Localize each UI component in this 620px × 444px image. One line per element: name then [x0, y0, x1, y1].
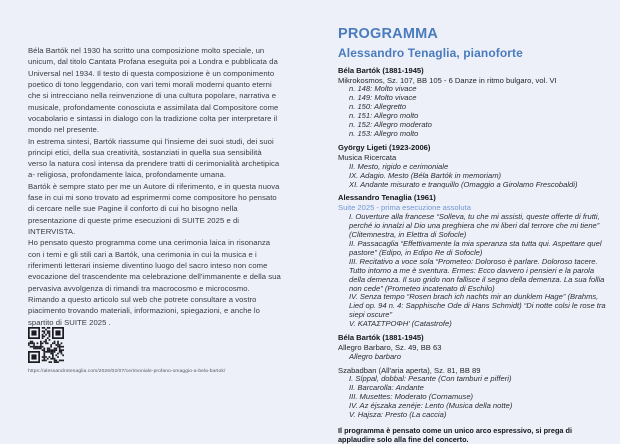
work	[338, 366, 608, 420]
work-title: Suite 2025 - prima esecuzione assoluta	[338, 203, 471, 213]
article-url-link[interactable]: https://alessandrotenaglia.com/2026/02/07/cerimoniale-profano-omaggio-a-bela-bartok/	[28, 369, 226, 374]
intro-column	[28, 45, 282, 328]
movement: I. Síppal, dobbal: Pesante (Con tamburi e pifferi)	[349, 374, 512, 384]
movement: n. 148: Molto vivace	[349, 84, 417, 94]
movement: XI. Andante misurato e tranquillo (Omaggio a Girolamo Frescobaldi)	[349, 179, 578, 189]
movement: V. ΚΑΤΑΣΤΡΟΦΗ’ (Catastrofe)	[349, 319, 452, 329]
movement-list	[338, 353, 608, 362]
movement: IX. Adagio. Mesto (Béla Bartók in memoriam)	[349, 170, 502, 180]
movement: III. Musettes: Moderato (Cornamuse)	[349, 392, 474, 402]
movement: II. Passacaglia “Effettivamente la mia speranza sta tutta qui. Aspettare quel pastore” (Edipo, in Edipo Re di Sofocle)	[349, 238, 602, 257]
program-section	[338, 144, 608, 189]
work	[338, 203, 608, 329]
intro-text	[28, 45, 282, 328]
movement: IV. Az éjszaka zenéje: Lento (Musica della notte)	[349, 401, 513, 411]
program-section	[338, 194, 608, 329]
work-title: Allegro Barbaro, Sz. 49, BB 63	[338, 343, 442, 353]
movement: II. Barcarolla: Andante	[349, 383, 424, 393]
work-list	[338, 153, 608, 189]
movement: n. 152: Allegro moderato	[349, 120, 432, 130]
work-title: Mikrokosmos, Sz. 107, BB 105 - 6 Danze in ritmo bulgaro, vol. VI	[338, 75, 557, 85]
intro-paragraph: Béla Bartók nel 1930 ha scritto una composizione molto speciale, un unicum, dal titolo Cantata Profana eseguita poi a Londra e pubblicata da Universal nel 1934. Il testo di questa composizione è un componimento poetico di tono leggendario, con vari temi morali moderni quanto eterni che si intrecciano nella reinvenzione di una cultura popolare, narrativa e musicale, profondamente conosciuta e assimilata dal Compositore come vocabolario e sintassi in dialogo con la tradizione colta per interpretare il mondo nel presente.	[28, 46, 279, 135]
work	[338, 76, 608, 139]
composer-name: Alessandro Tenaglia (1961)	[338, 193, 436, 203]
movement-list	[338, 85, 608, 139]
work-list	[338, 203, 608, 329]
program-column	[338, 26, 608, 444]
movement-list	[338, 163, 608, 190]
work-title: Szabadban (All'aria aperta), Sz. 81, BB 89	[338, 365, 481, 375]
composer-name: György Ligeti (1923-2006)	[338, 143, 431, 153]
movement: n. 151: Allegro molto	[349, 111, 419, 121]
qr-code	[28, 327, 64, 363]
intro-paragraph: In estrema sintesi, Bartók riassume qui l'insieme dei suoi studi, dei suoi principi etici, della sua creatività, sostanziati in quella sua sensibilità verso la natura così intensa da prendere tratti di cerimonialità archetipica a- religiosa, profondamente laica, profondamente umana.	[28, 136, 280, 180]
movement: I. Ouverture alla francese “Solleva, tu che mi assisti, queste offerte di frutti, perché io innalzi al Dio una preghiera che mi liberi dal terrore che mi tiene” (Clitemnestra, in Elettra di Sofocle)	[349, 211, 600, 239]
composer-name: Béla Bartók (1881-1945)	[338, 66, 424, 75]
movement-list	[338, 375, 608, 420]
intro-paragraph: Ho pensato questo programma come una cerimonia laica in risonanza con i temi e gli stili cari a Bartók, una cerimonia in cui la musica e i riferimenti letterari insieme diventino luogo del sacro inteso non come evocazione del trascendente ma celebrazione dell'immanente e della sua pervasiva avvolgenza di rimandi tra macrocosmo e microcosmo.	[28, 238, 281, 293]
intro-paragraph: Bartók è sempre stato per me un Autore di riferimento, e in questa nuova fase in cui mi sono trovato ad esprimermi come compositore ho pensato di cercare nelle sue Pagine il conforto di cui ho bisogno nella presentazione di queste prime esecuzioni di SUITE 2025 e di INTERVISTA.	[28, 181, 280, 236]
program-section	[338, 67, 608, 139]
work-title: Musica Ricercata	[338, 153, 397, 163]
movement: n. 149: Molto vivace	[349, 93, 417, 103]
movement-list	[338, 213, 608, 329]
movement: III. Recitativo a voce sola “Prometeo: Doloroso è parlare. Doloroso tacere. Tutto intorno a me è sventura. Ermes: Ecco davvero i pensieri e la parola della demenza. Il suo grido non fallisce il segno della demenza. La sua follia non cede” (Prometeo incatenato di Eschilo)	[349, 256, 605, 293]
movement: II. Mesto, rigido e cerimoniale	[349, 161, 449, 171]
movement: n. 150: Allegretto	[349, 102, 407, 112]
program-section	[338, 334, 608, 420]
movement: n. 153: Allegro molto	[349, 129, 419, 139]
program-heading: PROGRAMMA	[338, 26, 439, 42]
movement: V. Hajsza: Presto (La caccia)	[349, 409, 447, 419]
movement: Allegro barbaro	[349, 351, 401, 361]
work-list	[338, 76, 608, 139]
performer-name: Alessandro Tenaglia, pianoforte	[338, 46, 523, 60]
qr-code-image	[28, 327, 64, 363]
program-note: Il programma è pensato come un unico arco espressivo, si prega di applaudire solo alla fine del concerto.	[338, 425, 572, 444]
work	[338, 153, 608, 189]
composer-name: Béla Bartók (1881-1945)	[338, 333, 424, 343]
work	[338, 343, 608, 361]
program-sections	[338, 67, 608, 420]
work-list	[338, 343, 608, 420]
intro-paragraph: Rimando a questo articolo sul web che potrete consultare a vostro piacimento trovando materiali, informazioni, spiegazioni, e anche lo spartito di SUITE 2025 .	[28, 294, 261, 327]
movement: IV. Senza tempo “Rosen brach ich nachts mir an dunklem Hage” (Brahms, Lied op. 94 n. 4: Sapphische Ode di Hans Schmidt) “Di notte colsi le rose tra siepi oscure”	[349, 292, 606, 320]
